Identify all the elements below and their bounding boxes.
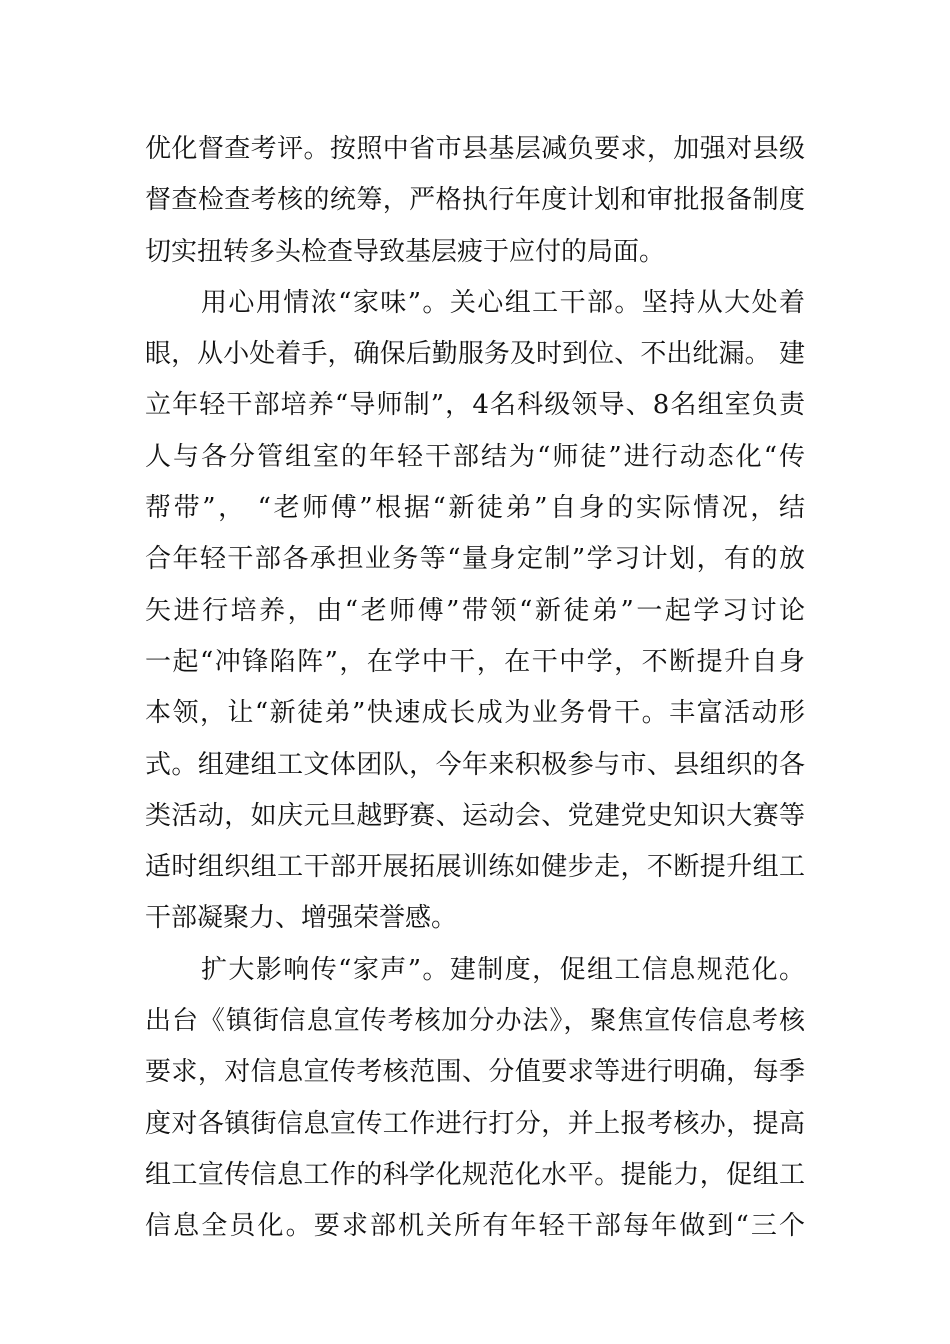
text-line: 适时组织组工干部开展拓展训练如健步走，不断提升组工 — [145, 852, 805, 883]
text-line: 合年轻干部各承担业务等“量身定制”学习计划，有的放 — [145, 544, 805, 575]
text-line: 一起“冲锋陷阵”，在学中干，在干中学，不断提升自身 — [145, 646, 805, 677]
text-line: 组工宣传信息工作的科学化规范化水平。提能力，促组工 — [145, 1159, 805, 1190]
text-line: 本领，让“新徒弟”快速成长成为业务骨干。丰富活动形 — [145, 698, 805, 729]
body-text — [145, 124, 805, 1253]
text-line: 优化督查考评。按照中省市县基层减负要求，加强对县级 — [145, 134, 805, 164]
text-line: 人与各分管组室的年轻干部结为“师徒”进行动态化“传 — [145, 441, 805, 472]
text-line: 信息全员化。要求部机关所有年轻干部每年做到“三个 — [145, 1211, 805, 1242]
text-line: 要求，对信息宣传考核范围、分值要求等进行明确，每季 — [145, 1057, 805, 1088]
text-line: 眼，从小处着手，确保后勤服务及时到位、不出纰漏。 建 — [145, 339, 805, 370]
text-line: 出台《镇街信息宣传考核加分办法》，聚焦宣传信息考核 — [145, 1006, 805, 1037]
text-line: 矢进行培养，由“老师傅”带领“新徒弟”一起学习讨论 — [145, 595, 805, 626]
text-line: 帮带”， “老师傅”根据“新徒弟”自身的实际情况，结 — [145, 493, 805, 524]
paragraph-start-line: 扩大影响传“家声”。建制度，促组工信息规范化。 — [201, 954, 805, 985]
text-line: 立年轻干部培养“导师制”，4名科级领导、8名组室负责 — [145, 390, 805, 421]
text-line: 督查检查考核的统筹，严格执行年度计划和审批报备制度 — [145, 185, 805, 216]
text-line: 类活动，如庆元旦越野赛、运动会、党建党史知识大赛等 — [145, 800, 805, 831]
paragraph-start-line: 用心用情浓“家味”。关心组工干部。坚持从大处着 — [201, 287, 805, 318]
text-line: 式。组建组工文体团队，今年来积极参与市、县组织的各 — [145, 749, 805, 780]
text-line: 切实扭转多头检查导致基层疲于应付的局面。 — [145, 236, 666, 267]
text-line: 度对各镇街信息宣传工作进行打分，并上报考核办，提高 — [145, 1108, 805, 1139]
text-line: 干部凝聚力、增强荣誉感。 — [145, 903, 458, 934]
